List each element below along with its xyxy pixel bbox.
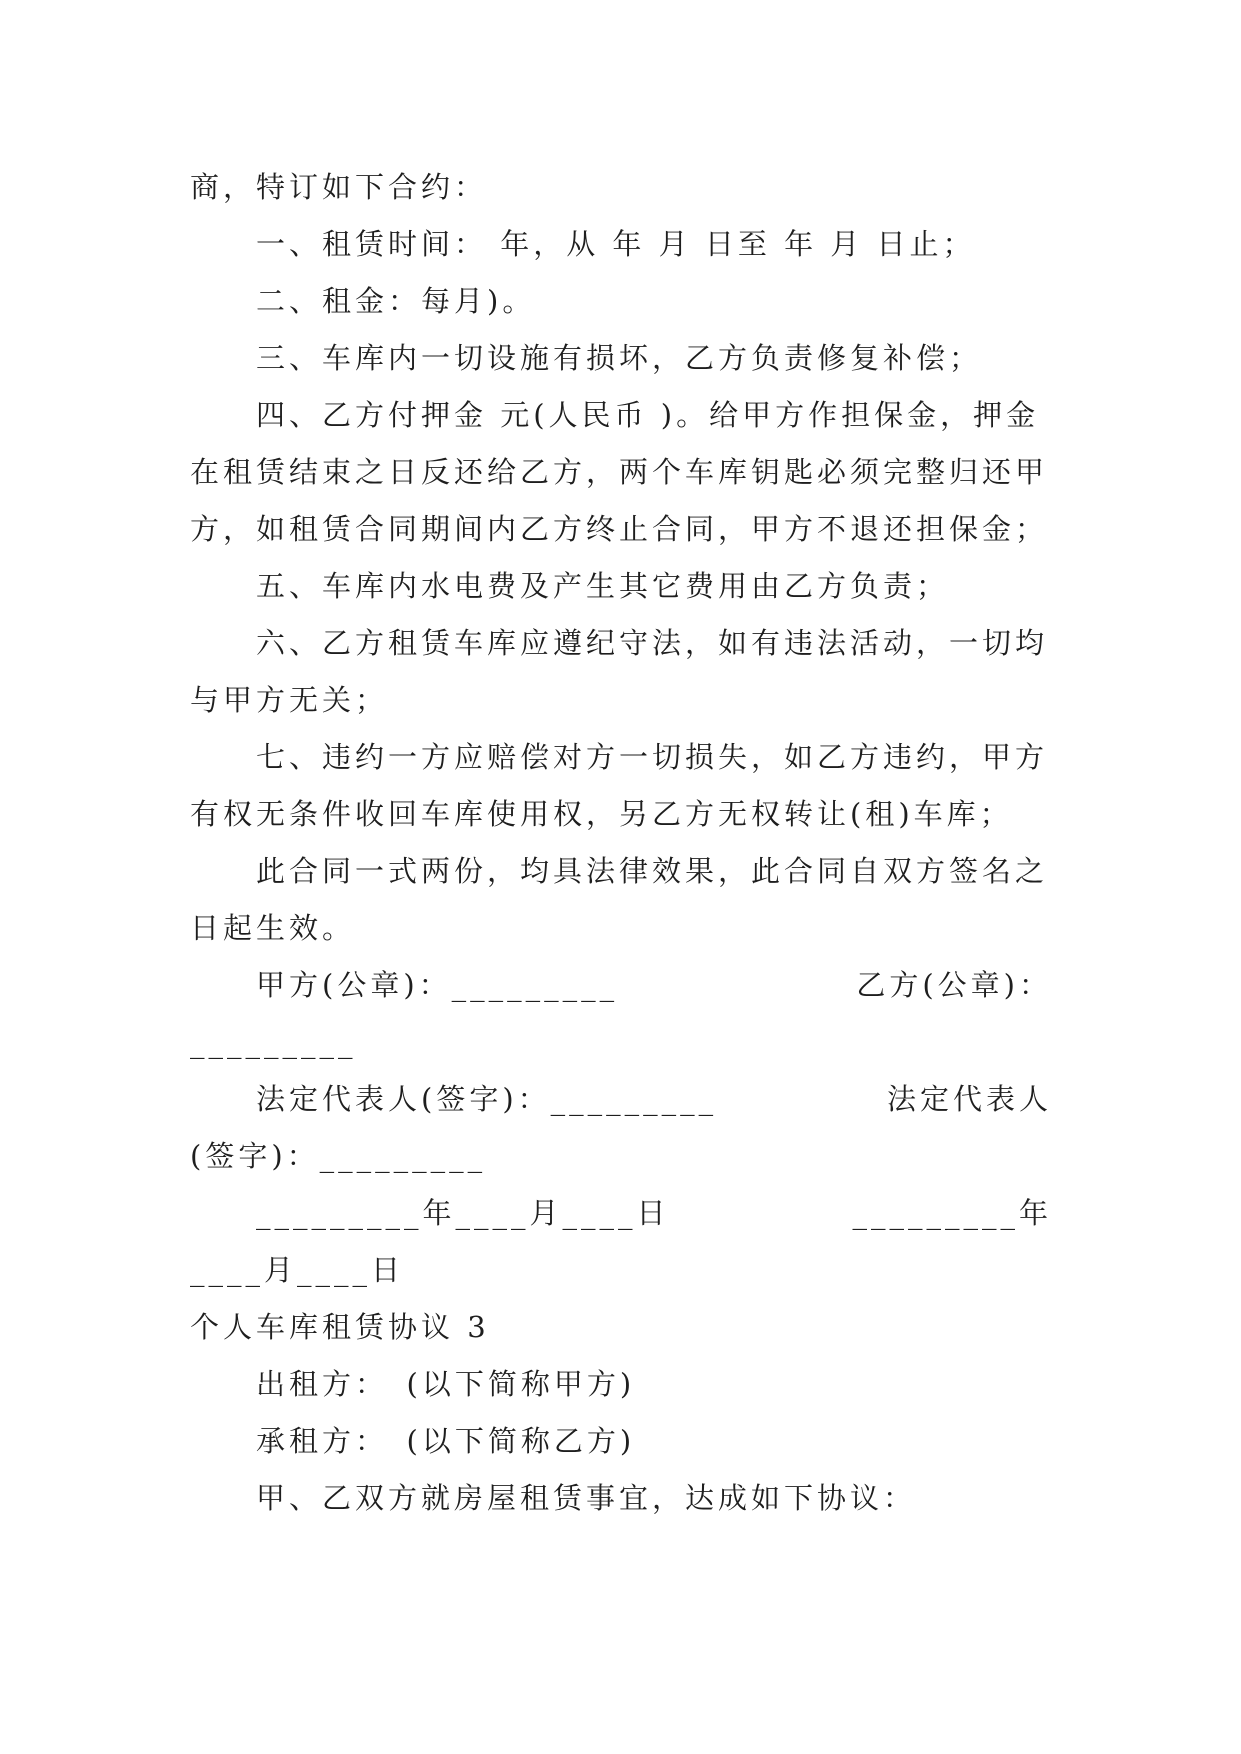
text-line: 在租赁结束之日反还给乙方，两个车库钥匙必须完整归还甲 [190,455,1049,489]
agreement-intro: 甲、乙双方就房屋租赁事宜，达成如下协议： [256,1481,917,1515]
text-line: 有权无条件收回车库使用权，另乙方无权转让(租)车库； [190,797,1013,831]
lessee-line: 承租方： (以下简称乙方) [256,1424,636,1458]
clause-lease-term: 一、租赁时间： 年，从 年 月 日至 年 月 日止； [256,227,976,261]
party-b-date-cont: ____月____日 [190,1253,405,1287]
lessor-line: 出租方： (以下简称甲方) [256,1367,636,1401]
text-line: 与甲方无关； [190,683,389,717]
party-b-seal: 乙方(公章)： [856,968,1052,1002]
clause-legal: 六、乙方租赁车库应遵纪守法，如有违法活动，一切均 [256,626,1049,660]
text-line: 日起生效。 [190,911,356,945]
party-a-seal: 甲方(公章)：_________ [256,968,619,1002]
party-b-date: _________年 [852,1196,1052,1230]
party-b-seal-blank: _________ [190,1025,357,1059]
party-b-representative: 法定代表人 [886,1082,1052,1116]
party-a-date: _________年____月____日 [256,1196,670,1230]
text-line: 方，如租赁合同期间内乙方终止合同，甲方不退还担保金； [190,512,1049,546]
section-title: 个人车库租赁协议 3 [190,1310,490,1344]
party-b-representative-signature: (签字)：_________ [190,1139,487,1173]
text-line: 商，特订如下合约： [190,170,488,204]
clause-copies: 此合同一式两份，均具法律效果，此合同自双方签名之 [256,854,1049,888]
clause-breach: 七、违约一方应赔偿对方一切损失，如乙方违约，甲方 [256,740,1049,774]
clause-damage: 三、车库内一切设施有损坏，乙方负责修复补偿； [256,341,983,375]
clause-utilities: 五、车库内水电费及产生其它费用由乙方负责； [256,569,950,603]
party-a-representative: 法定代表人(签字)：_________ [256,1082,718,1116]
clause-rent: 二、租金：每月)。 [256,284,536,318]
clause-deposit: 四、乙方付押金 元(人民币 )。给甲方作担保金，押金 [256,398,1040,432]
